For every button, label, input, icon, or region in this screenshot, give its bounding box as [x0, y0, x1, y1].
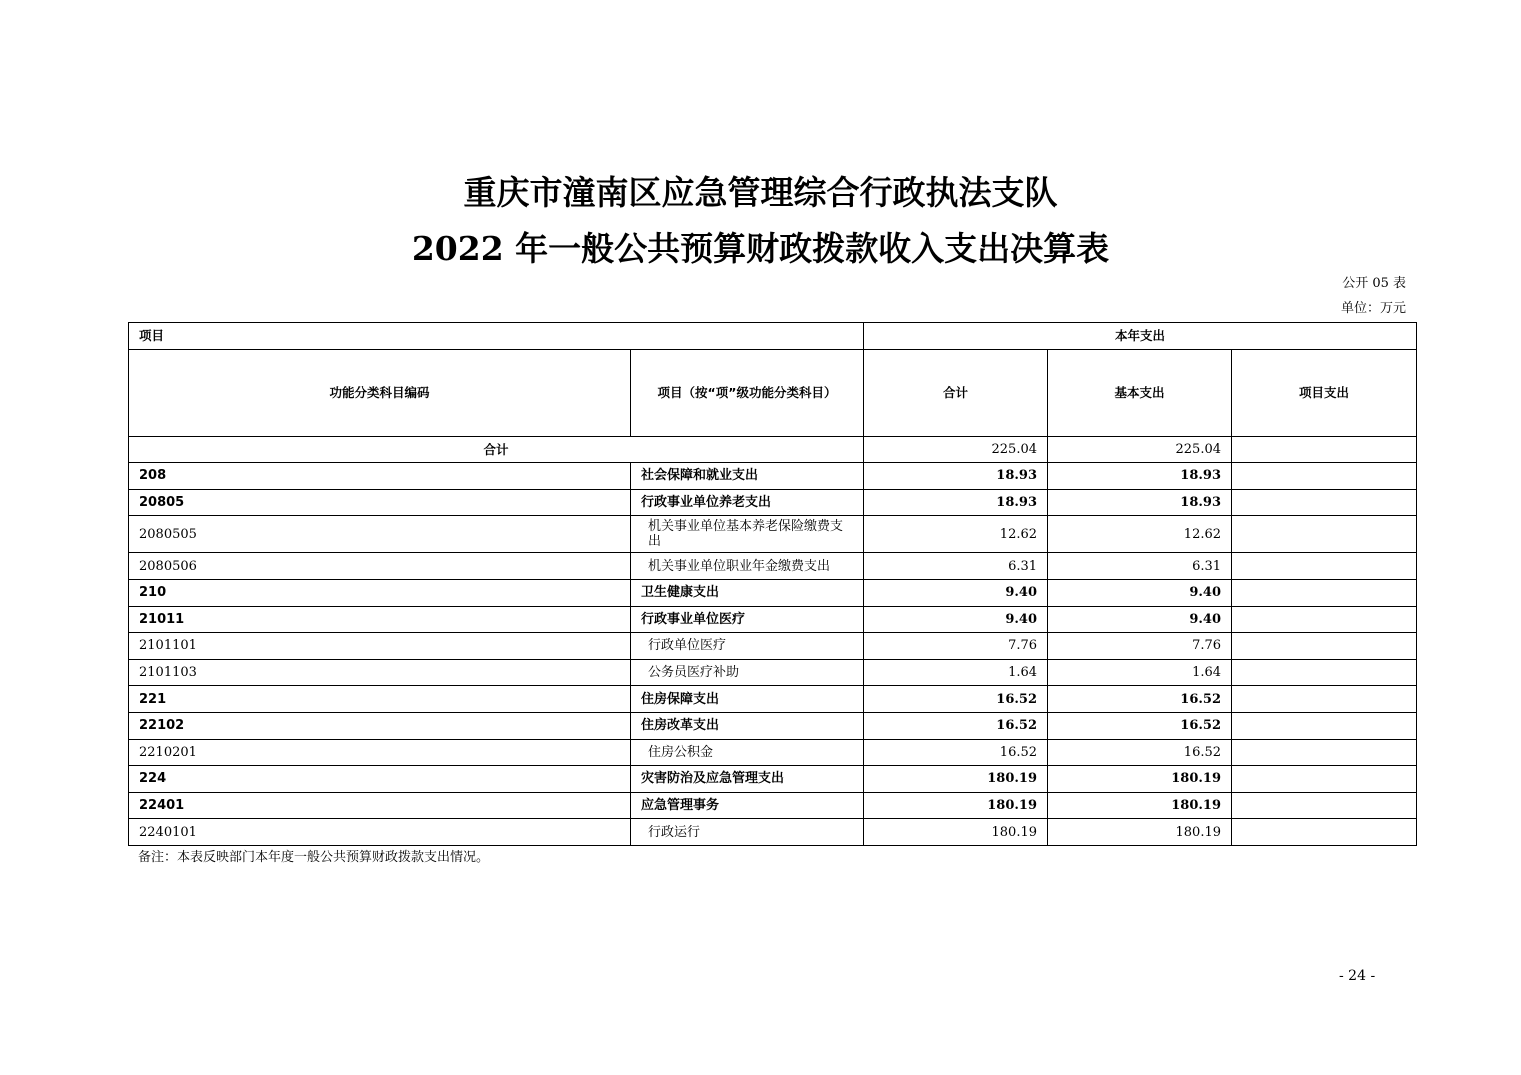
row-basic: 180.19	[1048, 792, 1232, 819]
row-item-name: 行政单位医疗	[631, 633, 864, 660]
row-basic: 16.52	[1048, 686, 1232, 713]
total-row	[129, 436, 1417, 463]
row-basic: 18.93	[1048, 463, 1232, 490]
row-basic: 6.31	[1048, 553, 1232, 580]
row-basic: 18.93	[1048, 489, 1232, 516]
row-project	[1232, 766, 1417, 793]
row-code: 2080506	[129, 553, 631, 580]
row-code: 2210201	[129, 739, 631, 766]
header-row-2	[129, 349, 1417, 436]
row-item-name: 行政事业单位医疗	[631, 606, 864, 633]
row-code: 22102	[129, 712, 631, 739]
header-code: 功能分类科目编码	[129, 349, 631, 436]
table-row	[129, 579, 1417, 606]
row-project	[1232, 579, 1417, 606]
row-total: 18.93	[864, 489, 1048, 516]
row-basic: 9.40	[1048, 606, 1232, 633]
row-item-name: 社会保障和就业支出	[631, 463, 864, 490]
page-number: - 24 -	[1339, 968, 1376, 984]
row-project	[1232, 463, 1417, 490]
row-total: 18.93	[864, 463, 1048, 490]
row-project	[1232, 606, 1417, 633]
row-project	[1232, 489, 1417, 516]
row-item-name: 住房公积金	[631, 739, 864, 766]
row-total: 180.19	[864, 819, 1048, 846]
row-item-name: 行政事业单位养老支出	[631, 489, 864, 516]
header-basic: 基本支出	[1048, 349, 1232, 436]
row-total: 16.52	[864, 712, 1048, 739]
row-code: 224	[129, 766, 631, 793]
row-total: 9.40	[864, 579, 1048, 606]
row-project	[1232, 819, 1417, 846]
table-row	[129, 659, 1417, 686]
total-project	[1232, 436, 1417, 463]
row-project	[1232, 516, 1417, 553]
table-row	[129, 766, 1417, 793]
row-project	[1232, 686, 1417, 713]
row-basic: 180.19	[1048, 766, 1232, 793]
table-row	[129, 686, 1417, 713]
table-row	[129, 463, 1417, 490]
row-code: 2080505	[129, 516, 631, 553]
total-total: 225.04	[864, 436, 1048, 463]
row-total: 1.64	[864, 659, 1048, 686]
row-item-name: 公务员医疗补助	[631, 659, 864, 686]
row-code: 208	[129, 463, 631, 490]
table-row	[129, 489, 1417, 516]
row-item-name: 应急管理事务	[631, 792, 864, 819]
total-label: 合计	[129, 436, 864, 463]
row-code: 20805	[129, 489, 631, 516]
row-project	[1232, 712, 1417, 739]
row-total: 12.62	[864, 516, 1048, 553]
row-code: 221	[129, 686, 631, 713]
table-row	[129, 553, 1417, 580]
row-item-name: 住房保障支出	[631, 686, 864, 713]
row-basic: 12.62	[1048, 516, 1232, 553]
header-total: 合计	[864, 349, 1048, 436]
row-item-name: 卫生健康支出	[631, 579, 864, 606]
row-total: 9.40	[864, 606, 1048, 633]
footnote: 备注：本表反映部门本年度一般公共预算财政拨款支出情况。	[138, 850, 490, 865]
form-number: 公开 05 表	[1342, 276, 1406, 291]
row-project	[1232, 633, 1417, 660]
row-total: 6.31	[864, 553, 1048, 580]
table-row	[129, 516, 1417, 553]
row-code: 2101101	[129, 633, 631, 660]
row-basic: 16.52	[1048, 712, 1232, 739]
row-item-name: 行政运行	[631, 819, 864, 846]
row-basic: 9.40	[1048, 579, 1232, 606]
row-total: 180.19	[864, 792, 1048, 819]
row-project	[1232, 659, 1417, 686]
header-row-1	[129, 323, 1417, 350]
row-basic: 180.19	[1048, 819, 1232, 846]
unit-label: 单位：万元	[1340, 301, 1406, 316]
table-row	[129, 633, 1417, 660]
row-code: 21011	[129, 606, 631, 633]
row-item-name: 住房改革支出	[631, 712, 864, 739]
row-total: 16.52	[864, 686, 1048, 713]
row-total: 180.19	[864, 766, 1048, 793]
row-project	[1232, 792, 1417, 819]
row-basic: 1.64	[1048, 659, 1232, 686]
table-row	[129, 739, 1417, 766]
row-code: 2240101	[129, 819, 631, 846]
row-basic: 16.52	[1048, 739, 1232, 766]
row-item-name: 机关事业单位职业年金缴费支出	[631, 553, 864, 580]
header-project-expense: 项目支出	[1232, 349, 1417, 436]
total-basic: 225.04	[1048, 436, 1232, 463]
row-item-name: 机关事业单位基本养老保险缴费支出	[631, 516, 864, 553]
row-project	[1232, 739, 1417, 766]
row-total: 7.76	[864, 633, 1048, 660]
table-row	[129, 712, 1417, 739]
table-row	[129, 606, 1417, 633]
row-basic: 7.76	[1048, 633, 1232, 660]
budget-table	[128, 322, 1417, 846]
header-project: 项目	[129, 323, 864, 350]
row-code: 2101103	[129, 659, 631, 686]
row-item-name: 灾害防治及应急管理支出	[631, 766, 864, 793]
row-code: 210	[129, 579, 631, 606]
row-project	[1232, 553, 1417, 580]
table-row	[129, 792, 1417, 819]
header-this-year-expense: 本年支出	[864, 323, 1417, 350]
header-item-name: 项目（按“项”级功能分类科目）	[631, 349, 864, 436]
row-total: 16.52	[864, 739, 1048, 766]
document-title-line-1: 重庆市潼南区应急管理综合行政执法支队	[463, 173, 1058, 212]
table-row	[129, 819, 1417, 846]
row-code: 22401	[129, 792, 631, 819]
document-title-line-2: 2022 年一般公共预算财政拨款收入支出决算表	[411, 229, 1110, 268]
